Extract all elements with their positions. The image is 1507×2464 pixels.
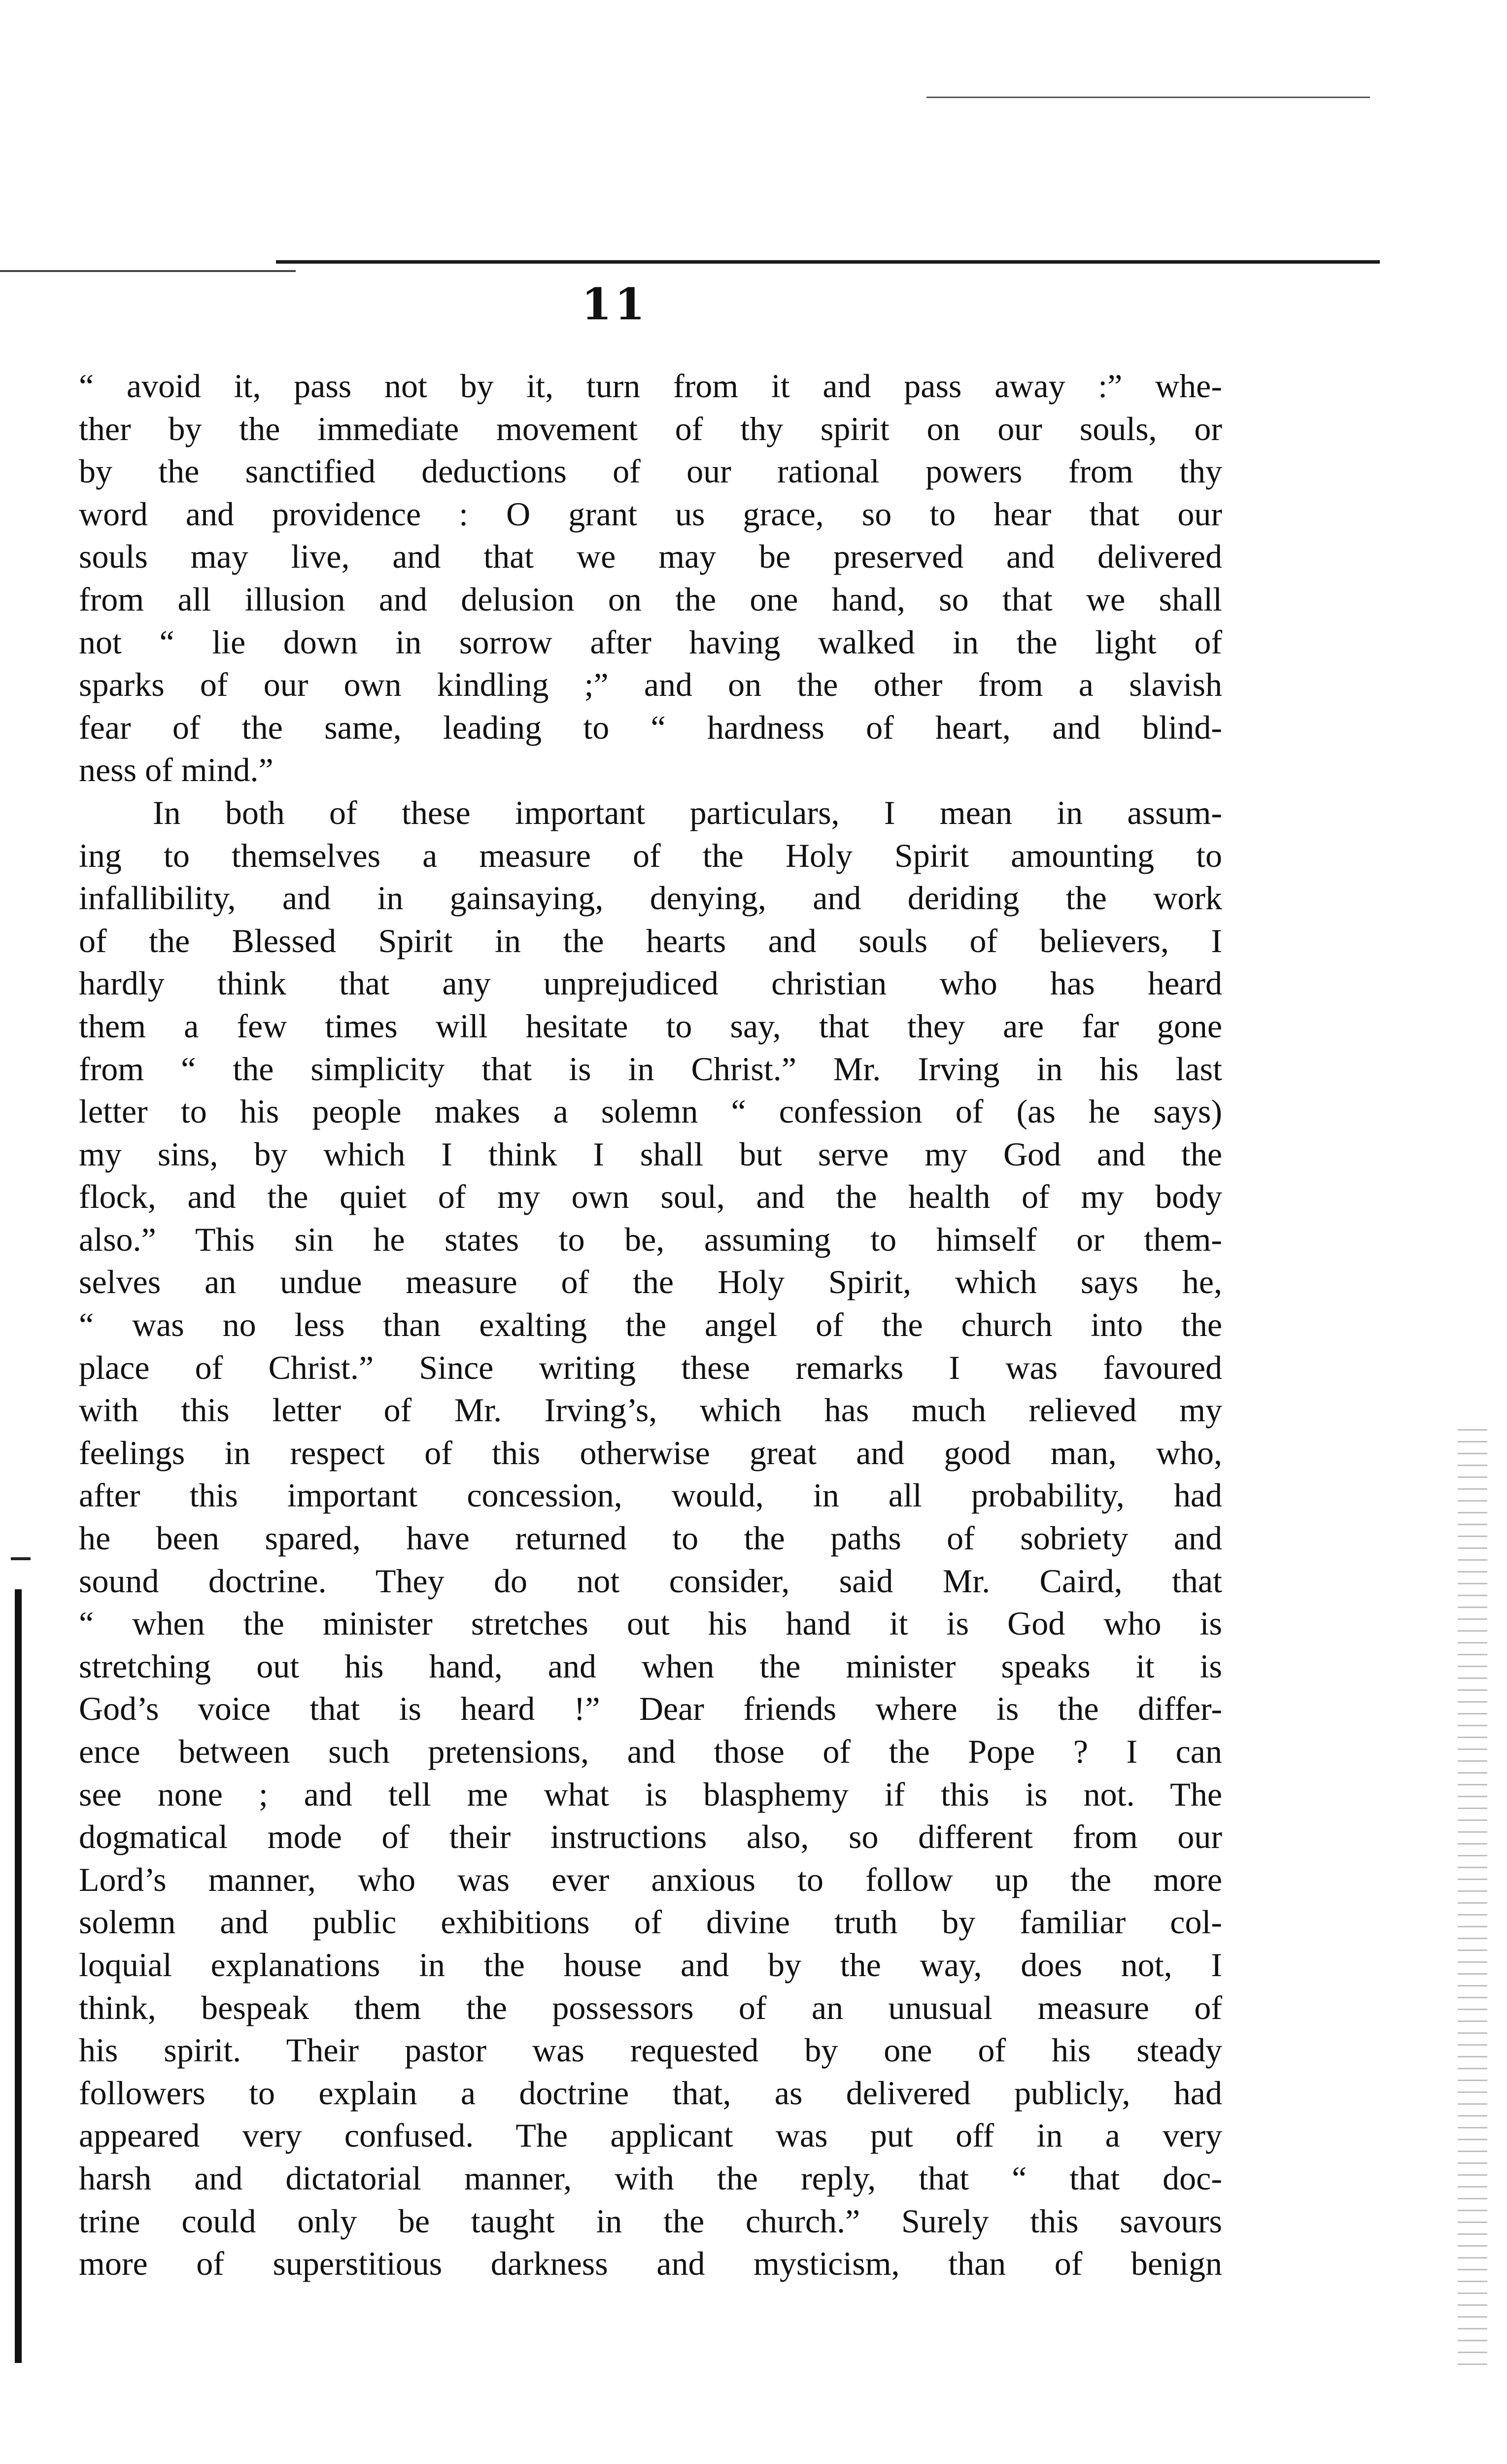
text-line: ing to themselves a measure of the Holy Spirit amounting to xyxy=(79,836,1222,874)
text-line: ence between such pretensions, and those of the Pope ? I can xyxy=(79,1733,1222,1770)
text-line: followers to explain a doctrine that, as delivered publicly, had xyxy=(79,2074,1222,2112)
text-line: of the Blessed Spirit in the hearts and souls of believers, I xyxy=(79,922,1222,959)
text-line: infallibility, and in gainsaying, denying, and deriding the work xyxy=(79,879,1222,917)
text-line: “ avoid it, pass not by it, turn from it and pass away :” whe- xyxy=(79,367,1222,405)
text-line: ness of mind.” xyxy=(79,751,274,789)
text-line: letter to his people makes a solemn “ confession of (as he says) xyxy=(79,1093,1222,1130)
text-line: see none ; and tell me what is blasphemy if this is not. The xyxy=(79,1775,1222,1813)
text-line: God’s voice that is heard !” Dear friends where is the differ- xyxy=(79,1690,1222,1728)
text-line: trine could only be taught in the church.” Surely this savours xyxy=(79,2202,1222,2240)
text-line: place of Christ.” Since writing these remarks I was favoured xyxy=(79,1348,1222,1386)
text-line: from “ the simplicity that is in Christ.” Mr. Irving in his last xyxy=(79,1050,1222,1088)
text-line: think, bespeak them the possessors of an unusual measure of xyxy=(79,1988,1222,2026)
text-line: not “ lie down in sorrow after having walked in the light of xyxy=(79,623,1222,661)
text-line: In both of these important particulars, I mean in assum- xyxy=(153,793,1222,831)
text-line: sound doctrine. They do not consider, said Mr. Caird, that xyxy=(79,1562,1222,1600)
text-line: feelings in respect of this otherwise great and good man, who, xyxy=(79,1434,1222,1472)
margin-mark xyxy=(11,1557,31,1560)
text-line: more of superstitious darkness and mysticism, than of benign xyxy=(79,2245,1222,2283)
text-line: Lord’s manner, who was ever anxious to follow up the more xyxy=(79,1860,1222,1898)
text-line: loquial explanations in the house and by the way, does not, I xyxy=(79,1946,1222,1984)
text-line: dogmatical mode of their instructions also, so different from our xyxy=(79,1818,1222,1856)
page-edge-speckles xyxy=(1458,1429,1487,2365)
text-line: ther by the immediate movement of thy spirit on our souls, or xyxy=(79,410,1222,447)
text-line: harsh and dictatorial manner, with the reply, that “ that doc- xyxy=(79,2159,1222,2197)
header-rule xyxy=(276,260,1380,264)
text-line: “ when the minister stretches out his hand it is God who is xyxy=(79,1605,1222,1643)
text-line: flock, and the quiet of my own soul, and the health of my body xyxy=(79,1178,1222,1216)
text-line: word and providence : O grant us grace, so to hear that our xyxy=(79,495,1222,533)
text-line: from all illusion and delusion on the one hand, so that we shall xyxy=(79,580,1222,618)
text-line: also.” This sin he states to be, assuming to himself or them- xyxy=(79,1220,1222,1258)
text-line: he been spared, have returned to the paths of sobriety and xyxy=(79,1519,1222,1557)
upper-rule xyxy=(926,97,1370,98)
text-line: selves an undue measure of the Holy Spirit, which says he, xyxy=(79,1263,1222,1301)
text-line: them a few times will hesitate to say, that they are far gone xyxy=(79,1007,1222,1045)
text-line: his spirit. Their pastor was requested by one of his steady xyxy=(79,2031,1222,2069)
text-line: souls may live, and that we may be preserved and delivered xyxy=(79,538,1222,576)
text-line: by the sanctified deductions of our rational powers from thy xyxy=(79,452,1222,490)
body-text xyxy=(79,365,1222,2285)
text-line: with this letter of Mr. Irving’s, which has much relieved my xyxy=(79,1391,1222,1429)
header-rule-left xyxy=(0,270,296,272)
margin-bar xyxy=(15,1589,22,2363)
text-line: after this important concession, would, in all probability, had xyxy=(79,1476,1222,1514)
page-number: 11 xyxy=(582,278,648,330)
text-line: “ was no less than exalting the angel of the church into the xyxy=(79,1306,1222,1344)
text-line: solemn and public exhibitions of divine truth by familiar col- xyxy=(79,1903,1222,1941)
text-line: my sins, by which I think I shall but serve my God and the xyxy=(79,1135,1222,1173)
text-line: fear of the same, leading to “ hardness of heart, and blind- xyxy=(79,708,1222,746)
text-line: hardly think that any unprejudiced christian who has heard xyxy=(79,964,1222,1002)
text-line: appeared very confused. The applicant was put off in a very xyxy=(79,2117,1222,2155)
text-line: stretching out his hand, and when the minister speaks it is xyxy=(79,1647,1222,1685)
text-line: sparks of our own kindling ;” and on the other from a slavish xyxy=(79,666,1222,704)
